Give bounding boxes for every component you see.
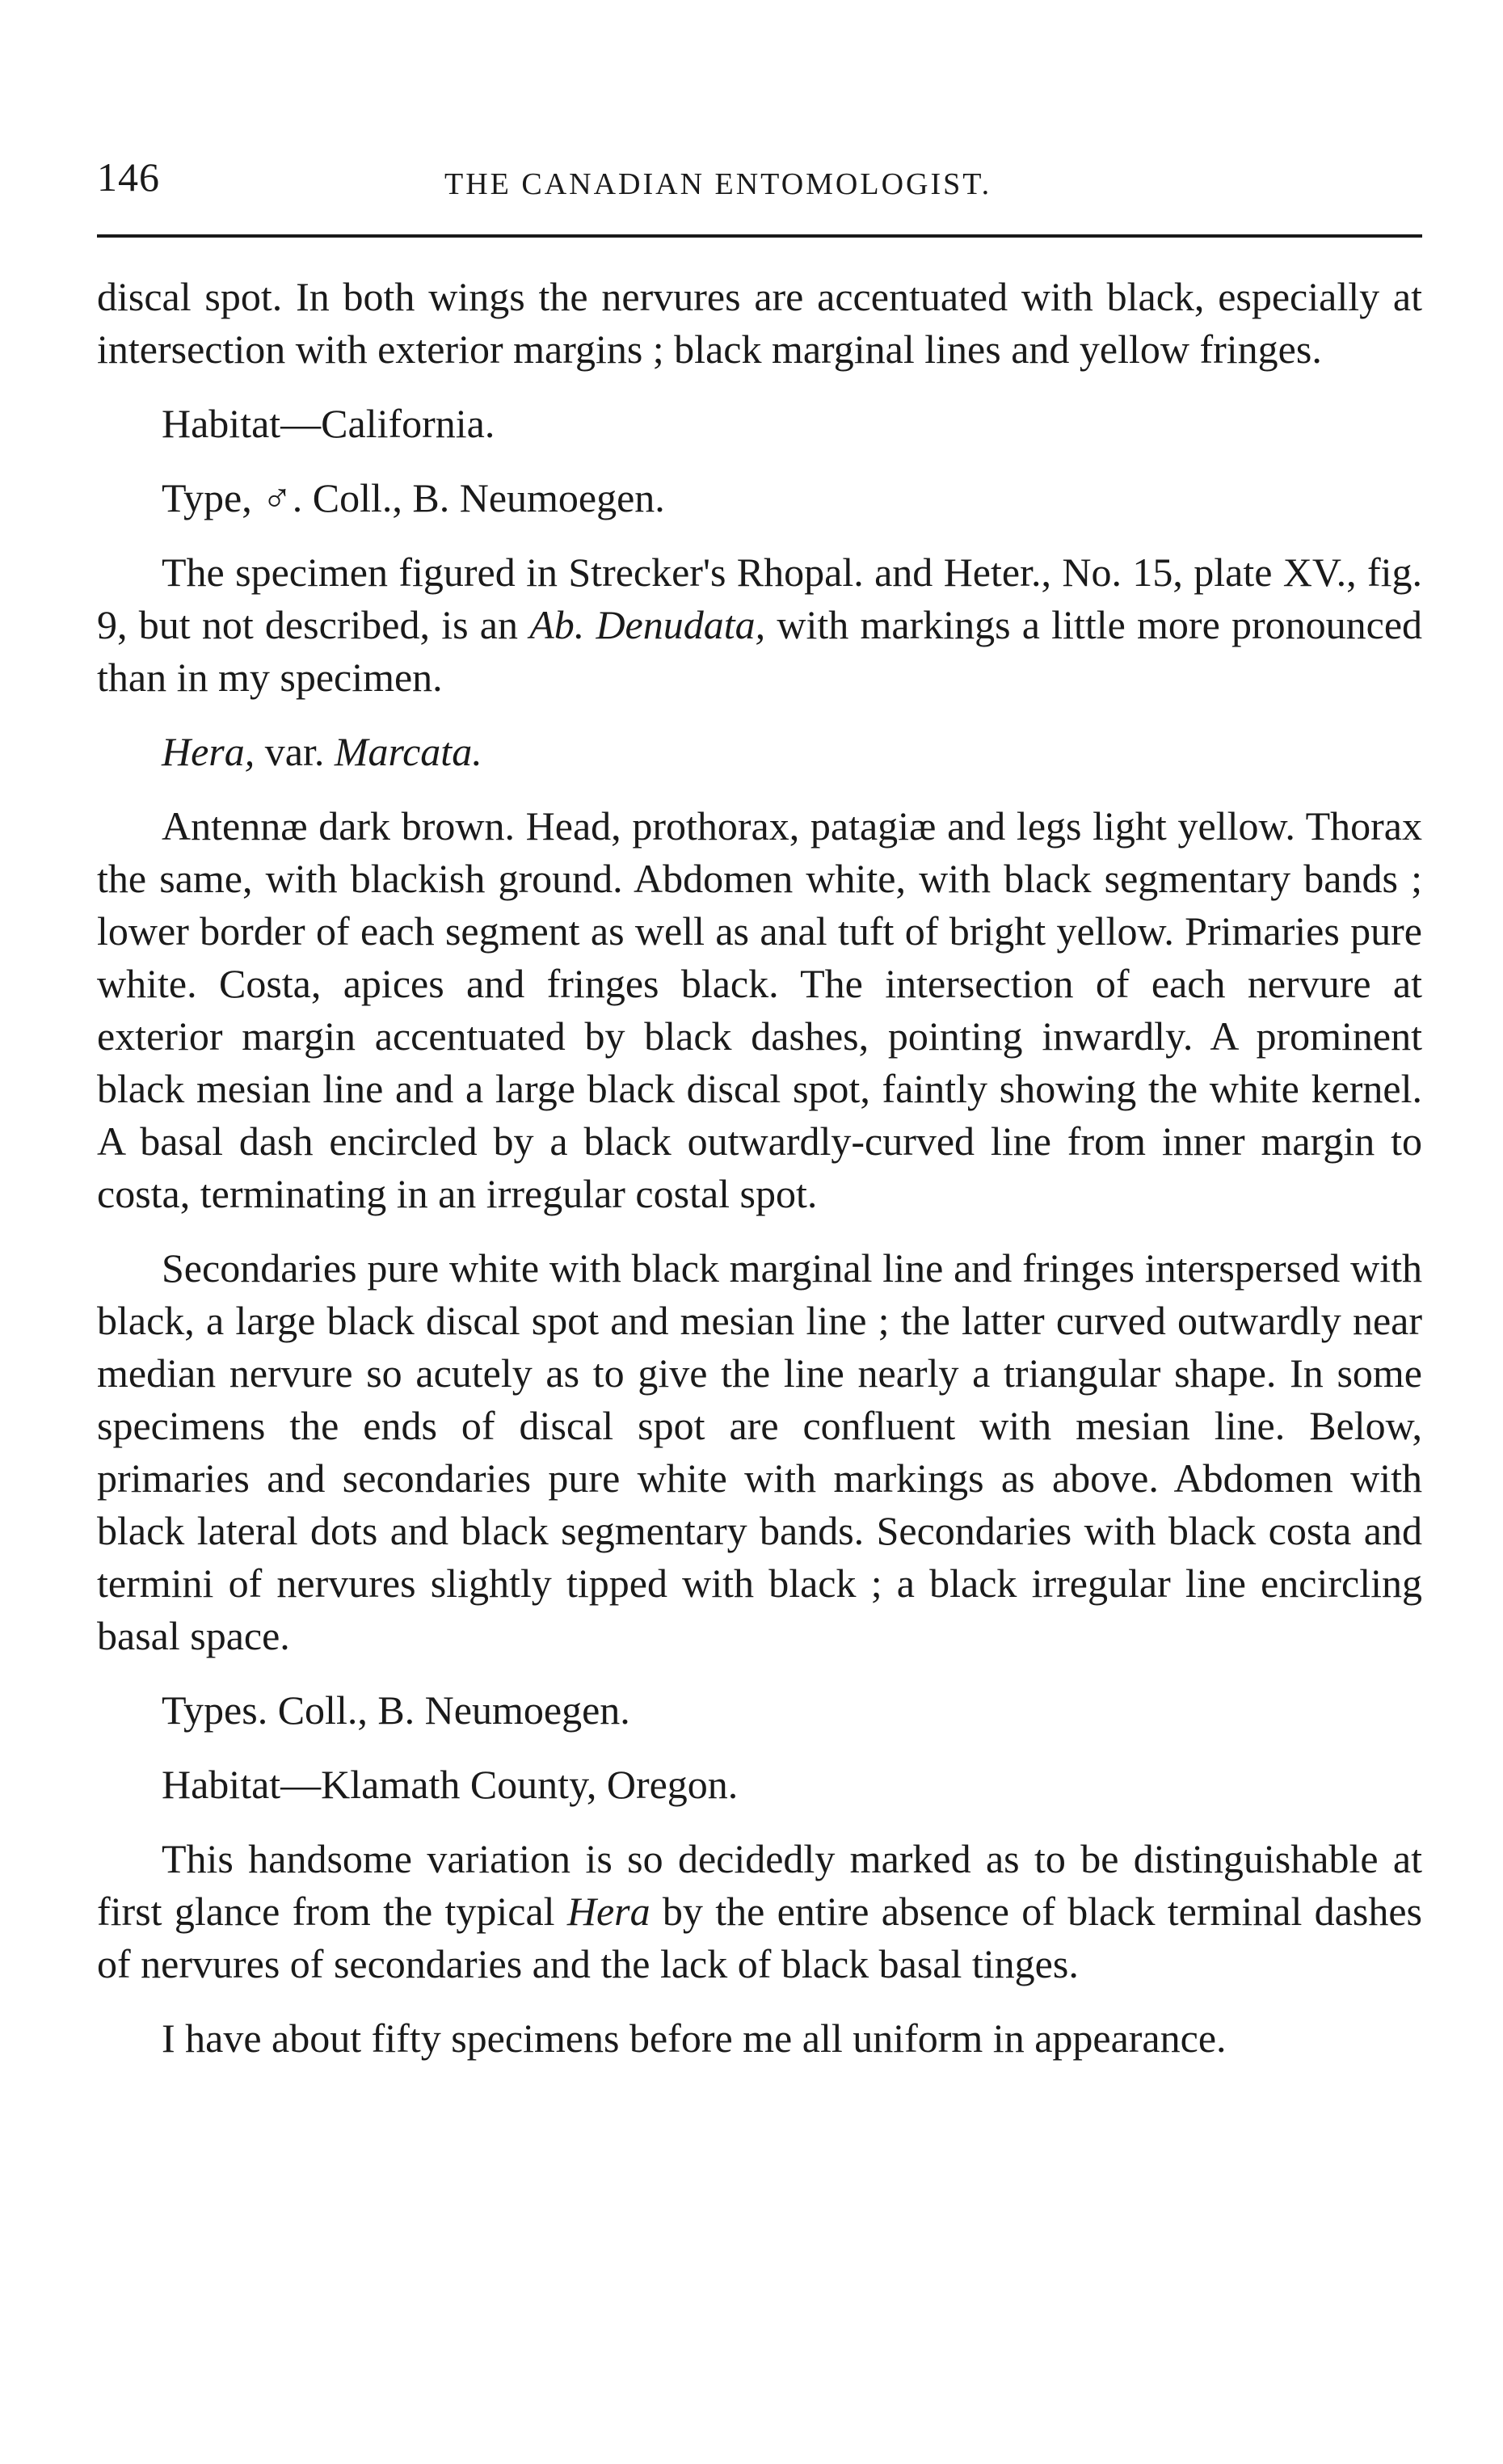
specimen-text-c: with markings a little more pronounced than in my specimen. xyxy=(97,602,1423,700)
heading-var: var. xyxy=(255,729,335,774)
variation-text-c: by the entire absence of black terminal dashes of nervures of secondaries and the lack of black basal tinges. xyxy=(97,1889,1422,1986)
variation-text-a: This handsome variation is so decidedly marked as to be distinguishable at first glance from the typical xyxy=(97,1836,1422,1934)
specimen-text-a: The specimen figured in Strecker's Rhopal. and Heter., No. 15, plate XV., fig. 9, but not described, is an xyxy=(97,550,1422,647)
heading-hera: Hera, xyxy=(162,729,255,774)
paragraph-habitat-california: Habitat—California. xyxy=(162,401,495,446)
heading-marcata: Marcata. xyxy=(334,729,482,774)
paragraph-antennae: Antennæ dark brown. Head, prothorax, patagiæ and legs light yellow. Thorax the same, with blackish ground. Abdomen white, with black segmentary bands ; lower border of each segment as well as anal tuft of bright yellow. Primaries pure white. Costa, apices and fringes black. The intersection of each nervure at exterior margin accentuated by black dashes, pointing inwardly. A prominent black mesian line and a large black discal spot, faintly showing the white kernel. A basal dash encircled by a black outwardly-curved line from inner margin to costa, terminating in an irregular costal spot. xyxy=(97,803,1422,1216)
paragraph-handsome-variation xyxy=(97,1833,1422,1990)
paragraph-habitat-oregon: Habitat—Klamath County, Oregon. xyxy=(162,1762,739,1807)
paragraph-type: Type, ♂. Coll., B. Neumoegen. xyxy=(162,475,665,520)
paragraph-fifty-specimens: I have about fifty specimens before me all uniform in appearance. xyxy=(162,2015,1227,2061)
running-title: THE CANADIAN ENTOMOLOGIST. xyxy=(444,167,992,201)
specimen-text-italic: Ab. Denudata, xyxy=(529,602,766,647)
header-divider xyxy=(97,234,1422,238)
paragraph-secondaries: Secondaries pure white with black marginal line and fringes interspersed with black, a large black discal spot and mesian line ; the latter curved outwardly near median nervure so acutely as to give the line nearly a triangular shape. In some specimens the ends of discal spot are confluent with mesian line. Below, primaries and secondaries pure white with markings as above. Abdomen with black lateral dots and black segmentary bands. Secondaries with black costa and termini of nervures slightly tipped with black ; a black irregular line encircling basal space. xyxy=(97,1245,1422,1658)
paragraph-specimen-figured xyxy=(97,546,1422,704)
section-heading-hera-marcata xyxy=(97,726,1422,778)
paragraph-discal-spot: discal spot. In both wings the nervures are accentuated with black, especially at intersection with exterior margins ; black marginal lines and yellow fringes. xyxy=(97,274,1422,372)
article-body xyxy=(97,271,1422,2087)
page-number: 146 xyxy=(97,154,160,200)
document-page xyxy=(97,0,1422,2464)
variation-text-italic: Hera xyxy=(566,1889,650,1934)
paragraph-types: Types. Coll., B. Neumoegen. xyxy=(162,1687,630,1733)
page-header xyxy=(97,154,1422,210)
